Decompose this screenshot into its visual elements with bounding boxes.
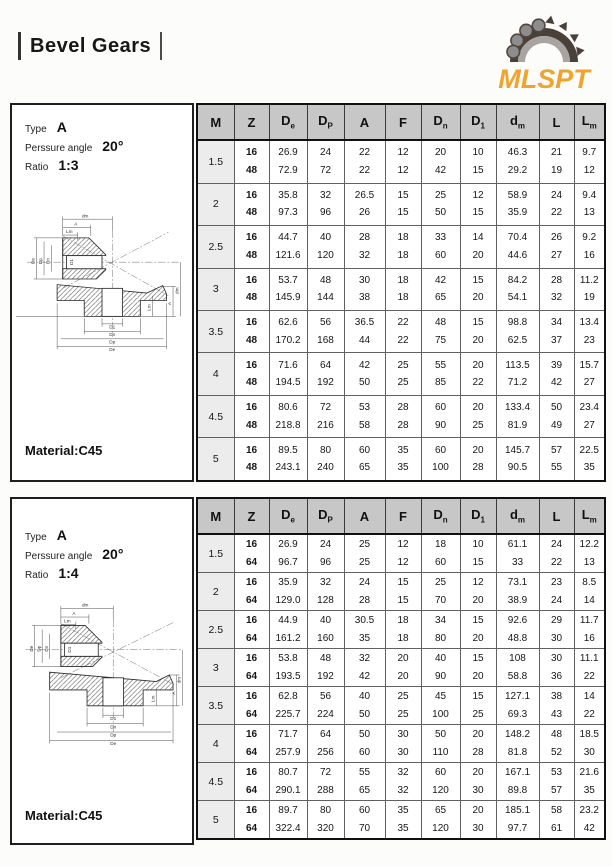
column-header: $D_1$: [460, 104, 496, 140]
table-cell: 20 30: [460, 801, 496, 840]
table-cell: 16 64: [234, 534, 269, 573]
dim-a-right: A: [170, 691, 176, 695]
table-cell: 16 64: [234, 611, 269, 649]
table-cell: 58 61: [539, 801, 574, 840]
dim-dm-right: dm: [174, 287, 180, 294]
table-cell: 9.2 16: [574, 226, 605, 268]
table-cell: 9.7 12: [574, 140, 605, 183]
table-cell: 30 38: [344, 268, 385, 310]
module-cell: 2.5: [197, 611, 234, 649]
table-cell: 148.2 81.8: [496, 725, 539, 763]
table-cell: 16 48: [234, 226, 269, 268]
table-cell: 20 42: [421, 140, 460, 183]
table-cell: 20 25: [460, 395, 496, 437]
dim-d1-bottom: D1: [110, 715, 117, 721]
table-cell: 20 28: [460, 438, 496, 481]
table-row: [197, 183, 605, 225]
table-row: [197, 268, 605, 310]
table-cell: 30.5 35: [344, 611, 385, 649]
table-cell: 55 65: [344, 763, 385, 801]
table-cell: 64 192: [307, 353, 344, 395]
table-cell: 15 20: [460, 268, 496, 310]
table-cell: 16 48: [234, 140, 269, 183]
table-cell: 25 25: [344, 534, 385, 573]
table-cell: 60 90: [421, 395, 460, 437]
dim-dm-top: dm: [81, 213, 89, 219]
table-cell: 16 64: [234, 725, 269, 763]
table-row: [197, 801, 605, 840]
table-cell: 48 52: [539, 725, 574, 763]
table-row: [197, 140, 605, 183]
pressure-angle-label: Perssure angle: [25, 143, 93, 154]
table-cell: 34 37: [539, 310, 574, 352]
module-cell: 3: [197, 649, 234, 687]
table-cell: 18.5 30: [574, 725, 605, 763]
table-cell: 53 57: [539, 763, 574, 801]
table-cell: 20 20: [385, 649, 421, 687]
table-cell: 16 48: [234, 438, 269, 481]
table-cell: 40 120: [307, 226, 344, 268]
table-cell: 29 30: [539, 611, 574, 649]
table-cell: 11.2 19: [574, 268, 605, 310]
table-cell: 13.4 23: [574, 310, 605, 352]
table-cell: 89.5 243.1: [269, 438, 307, 481]
table-cell: 25 25: [385, 687, 421, 725]
table-cell: 23 24: [539, 573, 574, 611]
table-cell: 44.7 121.6: [269, 226, 307, 268]
gear-table-ratio-1-4: [196, 497, 604, 840]
table-cell: 39 42: [539, 353, 574, 395]
table-cell: 15 20: [460, 310, 496, 352]
dim-dp-bottom: Dp: [110, 732, 117, 738]
table-cell: 35.9 129.0: [269, 573, 307, 611]
ratio-label: Ratio: [25, 570, 49, 581]
table-cell: 34 80: [421, 611, 460, 649]
column-header: $D_e$: [269, 498, 307, 534]
table-row: [197, 725, 605, 763]
title-left-bar: [18, 32, 21, 60]
module-cell: 2.5: [197, 226, 234, 268]
table-cell: 20 28: [460, 725, 496, 763]
table-cell: 108 58.8: [496, 649, 539, 687]
table-row: [197, 395, 605, 437]
table-cell: 32 42: [344, 649, 385, 687]
table-cell: 55 85: [421, 353, 460, 395]
table-cell: 8.5 14: [574, 573, 605, 611]
column-header: M: [197, 104, 234, 140]
table-cell: 50 60: [344, 725, 385, 763]
brand-logo: [488, 10, 600, 96]
column-header: L: [539, 498, 574, 534]
ratio-label: Ratio: [25, 162, 49, 173]
dim-lm-top: Lm: [64, 618, 71, 624]
table-cell: 21.6 35: [574, 763, 605, 801]
table-cell: 11.7 16: [574, 611, 605, 649]
dim-a-right: A: [167, 302, 173, 306]
dim-d1-bore: D1: [67, 646, 73, 653]
dim-dn-bottom: Dn: [110, 724, 117, 730]
table-cell: 73.1 38.9: [496, 573, 539, 611]
table-cell: 35 35: [385, 801, 421, 840]
column-header: $L_m$: [574, 498, 605, 534]
table-cell: 72 216: [307, 395, 344, 437]
dim-dp-left: Dp: [36, 645, 42, 652]
type-value: A: [56, 119, 67, 135]
table-cell: 16 48: [234, 183, 269, 225]
table-cell: 167.1 89.8: [496, 763, 539, 801]
table-row: [197, 310, 605, 352]
material-note: Material:C45: [25, 443, 103, 458]
table-cell: 127.1 69.3: [496, 687, 539, 725]
column-header: A: [344, 104, 385, 140]
table-cell: 50 49: [539, 395, 574, 437]
module-cell: 2: [197, 183, 234, 225]
column-header: $D_1$: [460, 498, 496, 534]
table-row: [197, 534, 605, 573]
table-cell: 35.8 97.3: [269, 183, 307, 225]
table-cell: 98.8 62.5: [496, 310, 539, 352]
column-header: $L_m$: [574, 104, 605, 140]
table-cell: 16 64: [234, 763, 269, 801]
table-cell: 40 90: [421, 649, 460, 687]
pressure-angle-value: 20°: [102, 138, 124, 154]
table-cell: 20 30: [460, 763, 496, 801]
table-cell: 24 72: [307, 140, 344, 183]
column-header: $D_e$: [269, 104, 307, 140]
module-cell: 4: [197, 353, 234, 395]
column-header: $d_m$: [496, 498, 539, 534]
type-label: Type: [25, 532, 47, 543]
dim-dp-bottom: Dp: [109, 339, 116, 345]
module-cell: 1.5: [197, 140, 234, 183]
table-cell: 14 22: [574, 687, 605, 725]
table-cell: 9.4 13: [574, 183, 605, 225]
dim-dm-right: dm: [176, 676, 182, 684]
table-cell: 60 70: [344, 801, 385, 840]
table-cell: 38 43: [539, 687, 574, 725]
table-cell: 26.9 72.9: [269, 140, 307, 183]
column-header: F: [385, 104, 421, 140]
table-cell: 23.4 27: [574, 395, 605, 437]
table-cell: 15.7 27: [574, 353, 605, 395]
table-cell: 45 100: [421, 687, 460, 725]
table-cell: 28 28: [385, 395, 421, 437]
table-cell: 23.2 42: [574, 801, 605, 840]
dim-de-left: De: [30, 258, 36, 265]
table-cell: 16 48: [234, 310, 269, 352]
ratio-value: 1:3: [58, 157, 79, 173]
module-cell: 5: [197, 438, 234, 481]
table-cell: 71.7 257.9: [269, 725, 307, 763]
table-cell: 62.8 225.7: [269, 687, 307, 725]
table-cell: 26.5 26: [344, 183, 385, 225]
table-cell: 70.4 44.6: [496, 226, 539, 268]
table-cell: 60 120: [421, 763, 460, 801]
column-header: L: [539, 104, 574, 140]
table-cell: 18 18: [385, 611, 421, 649]
dim-lm-right: Lm: [150, 695, 156, 703]
bevel-gear-drawing: [16, 201, 188, 357]
table-row: [197, 763, 605, 801]
module-cell: 1.5: [197, 534, 234, 573]
table-cell: 50 110: [421, 725, 460, 763]
table-cell: 30 36: [539, 649, 574, 687]
table-row: [197, 438, 605, 481]
table-cell: 15 20: [460, 649, 496, 687]
table-cell: 42 65: [421, 268, 460, 310]
table-row: [197, 573, 605, 611]
table-cell: 32 96: [307, 183, 344, 225]
table-cell: 30 30: [385, 725, 421, 763]
table-cell: 28 32: [539, 268, 574, 310]
table-cell: 56 168: [307, 310, 344, 352]
table-cell: 57 55: [539, 438, 574, 481]
table-cell: 14 20: [460, 226, 496, 268]
column-header: $D_P$: [307, 104, 344, 140]
table-cell: 35 35: [385, 438, 421, 481]
column-header: F: [385, 498, 421, 534]
table-cell: 48 192: [307, 649, 344, 687]
module-cell: 2: [197, 573, 234, 611]
module-cell: 3.5: [197, 310, 234, 352]
title-block: [18, 32, 162, 60]
table-cell: 62.6 170.2: [269, 310, 307, 352]
table-row: [197, 611, 605, 649]
material-note: Material:C45: [25, 808, 103, 823]
table-cell: 10 15: [460, 534, 496, 573]
table-cell: 80 320: [307, 801, 344, 840]
table-cell: 15 15: [385, 573, 421, 611]
table-cell: 21 19: [539, 140, 574, 183]
table-cell: 32 128: [307, 573, 344, 611]
table-cell: 32 32: [385, 763, 421, 801]
table-cell: 20 22: [460, 353, 496, 395]
table-cell: 18 18: [385, 226, 421, 268]
dim-de-bottom: De: [110, 741, 117, 747]
table-cell: 44.9 161.2: [269, 611, 307, 649]
table-row: [197, 353, 605, 395]
table-cell: 48 75: [421, 310, 460, 352]
module-cell: 4: [197, 725, 234, 763]
table-cell: 60 65: [344, 438, 385, 481]
table-cell: 15 25: [460, 687, 496, 725]
table-cell: 113.5 71.2: [496, 353, 539, 395]
spec-panel-ratio-1-4: [10, 497, 194, 845]
table-cell: 42 50: [344, 353, 385, 395]
table-cell: 12 15: [460, 183, 496, 225]
table-cell: 71.6 194.5: [269, 353, 307, 395]
title-right-bar: [160, 32, 162, 60]
module-cell: 4.5: [197, 763, 234, 801]
table-cell: 16 64: [234, 687, 269, 725]
table-cell: 16 64: [234, 649, 269, 687]
table-cell: 56 224: [307, 687, 344, 725]
table-cell: 22 22: [344, 140, 385, 183]
table-cell: 72 288: [307, 763, 344, 801]
dim-lm-right: Lm: [146, 304, 152, 311]
table-cell: 40 160: [307, 611, 344, 649]
dim-dn-left: Dn: [43, 645, 49, 652]
table-cell: 16 48: [234, 353, 269, 395]
spec-block: [12, 499, 192, 581]
spec-table: [196, 497, 606, 840]
table-row: [197, 649, 605, 687]
table-cell: 12.2 13: [574, 534, 605, 573]
table-cell: 22.5 35: [574, 438, 605, 481]
table-cell: 36.5 44: [344, 310, 385, 352]
table-cell: 145.7 90.5: [496, 438, 539, 481]
column-header: $D_n$: [421, 498, 460, 534]
dim-d1-bottom: D1: [109, 324, 116, 330]
table-cell: 15 20: [460, 611, 496, 649]
spec-block: [12, 105, 192, 173]
table-row: [197, 226, 605, 268]
bevel-gear-drawing: [16, 587, 188, 763]
dim-a-top: A: [74, 221, 78, 227]
pressure-angle-value: 20°: [102, 546, 124, 562]
module-cell: 5: [197, 801, 234, 840]
dim-a-top: A: [72, 611, 76, 617]
table-row: [197, 687, 605, 725]
table-cell: 12 12: [385, 140, 421, 183]
column-header: $D_P$: [307, 498, 344, 534]
gear-chain-logo-icon: [488, 10, 600, 96]
column-header: Z: [234, 498, 269, 534]
table-cell: 16 48: [234, 395, 269, 437]
dim-d1-bore: D1: [69, 259, 75, 265]
table-cell: 64 256: [307, 725, 344, 763]
table-cell: 18 60: [421, 534, 460, 573]
column-header: A: [344, 498, 385, 534]
type-label: Type: [25, 124, 47, 135]
table-cell: 25 70: [421, 573, 460, 611]
dim-de-bottom: De: [109, 346, 116, 352]
table-cell: 80.6 218.8: [269, 395, 307, 437]
table-cell: 61.1 33: [496, 534, 539, 573]
table-cell: 10 15: [460, 140, 496, 183]
table-cell: 26.9 96.7: [269, 534, 307, 573]
table-cell: 92.6 48.8: [496, 611, 539, 649]
column-header: $D_n$: [421, 104, 460, 140]
table-cell: 24 96: [307, 534, 344, 573]
table-cell: 80 240: [307, 438, 344, 481]
table-cell: 16 64: [234, 573, 269, 611]
type-value: A: [56, 527, 67, 543]
brand-logo-text: MLSPT: [498, 64, 590, 94]
table-cell: 12 20: [460, 573, 496, 611]
column-header: M: [197, 498, 234, 534]
table-cell: 84.2 54.1: [496, 268, 539, 310]
table-cell: 12 12: [385, 534, 421, 573]
table-cell: 25 25: [385, 353, 421, 395]
table-cell: 60 100: [421, 438, 460, 481]
dim-dn-bottom: Dn: [109, 332, 116, 338]
table-cell: 16 64: [234, 801, 269, 840]
table-cell: 16 48: [234, 268, 269, 310]
table-cell: 58.9 35.9: [496, 183, 539, 225]
table-cell: 40 50: [344, 687, 385, 725]
table-cell: 28 32: [344, 226, 385, 268]
column-header: $d_m$: [496, 104, 539, 140]
column-header: Z: [234, 104, 269, 140]
table-cell: 15 15: [385, 183, 421, 225]
dim-de-left: De: [28, 645, 34, 652]
table-cell: 11.1 22: [574, 649, 605, 687]
table-cell: 133.4 81.9: [496, 395, 539, 437]
spec-table: [196, 103, 606, 482]
dim-dp-left: Dp: [38, 258, 44, 265]
dim-dm-top: dm: [81, 602, 89, 608]
table-cell: 18 18: [385, 268, 421, 310]
table-cell: 53.8 193.5: [269, 649, 307, 687]
table-cell: 53 58: [344, 395, 385, 437]
table-cell: 25 50: [421, 183, 460, 225]
table-cell: 46.3 29.2: [496, 140, 539, 183]
table-cell: 24 22: [539, 183, 574, 225]
table-cell: 185.1 97.7: [496, 801, 539, 840]
table-cell: 22 22: [385, 310, 421, 352]
table-cell: 24 22: [539, 534, 574, 573]
pressure-angle-label: Perssure angle: [25, 551, 93, 562]
table-cell: 80.7 290.1: [269, 763, 307, 801]
module-cell: 4.5: [197, 395, 234, 437]
table-cell: 89.7 322.4: [269, 801, 307, 840]
dim-dn-left: Dn: [45, 258, 51, 265]
page-title: Bevel Gears: [30, 34, 152, 57]
spec-panel-ratio-1-3: [10, 103, 194, 482]
table-cell: 65 120: [421, 801, 460, 840]
gear-table-ratio-1-3: [196, 103, 604, 482]
table-cell: 33 60: [421, 226, 460, 268]
table-cell: 53.7 145.9: [269, 268, 307, 310]
module-cell: 3: [197, 268, 234, 310]
table-cell: 26 27: [539, 226, 574, 268]
dim-lm-top: Lm: [66, 229, 73, 235]
table-cell: 48 144: [307, 268, 344, 310]
ratio-value: 1:4: [58, 565, 79, 581]
table-cell: 24 28: [344, 573, 385, 611]
module-cell: 3.5: [197, 687, 234, 725]
